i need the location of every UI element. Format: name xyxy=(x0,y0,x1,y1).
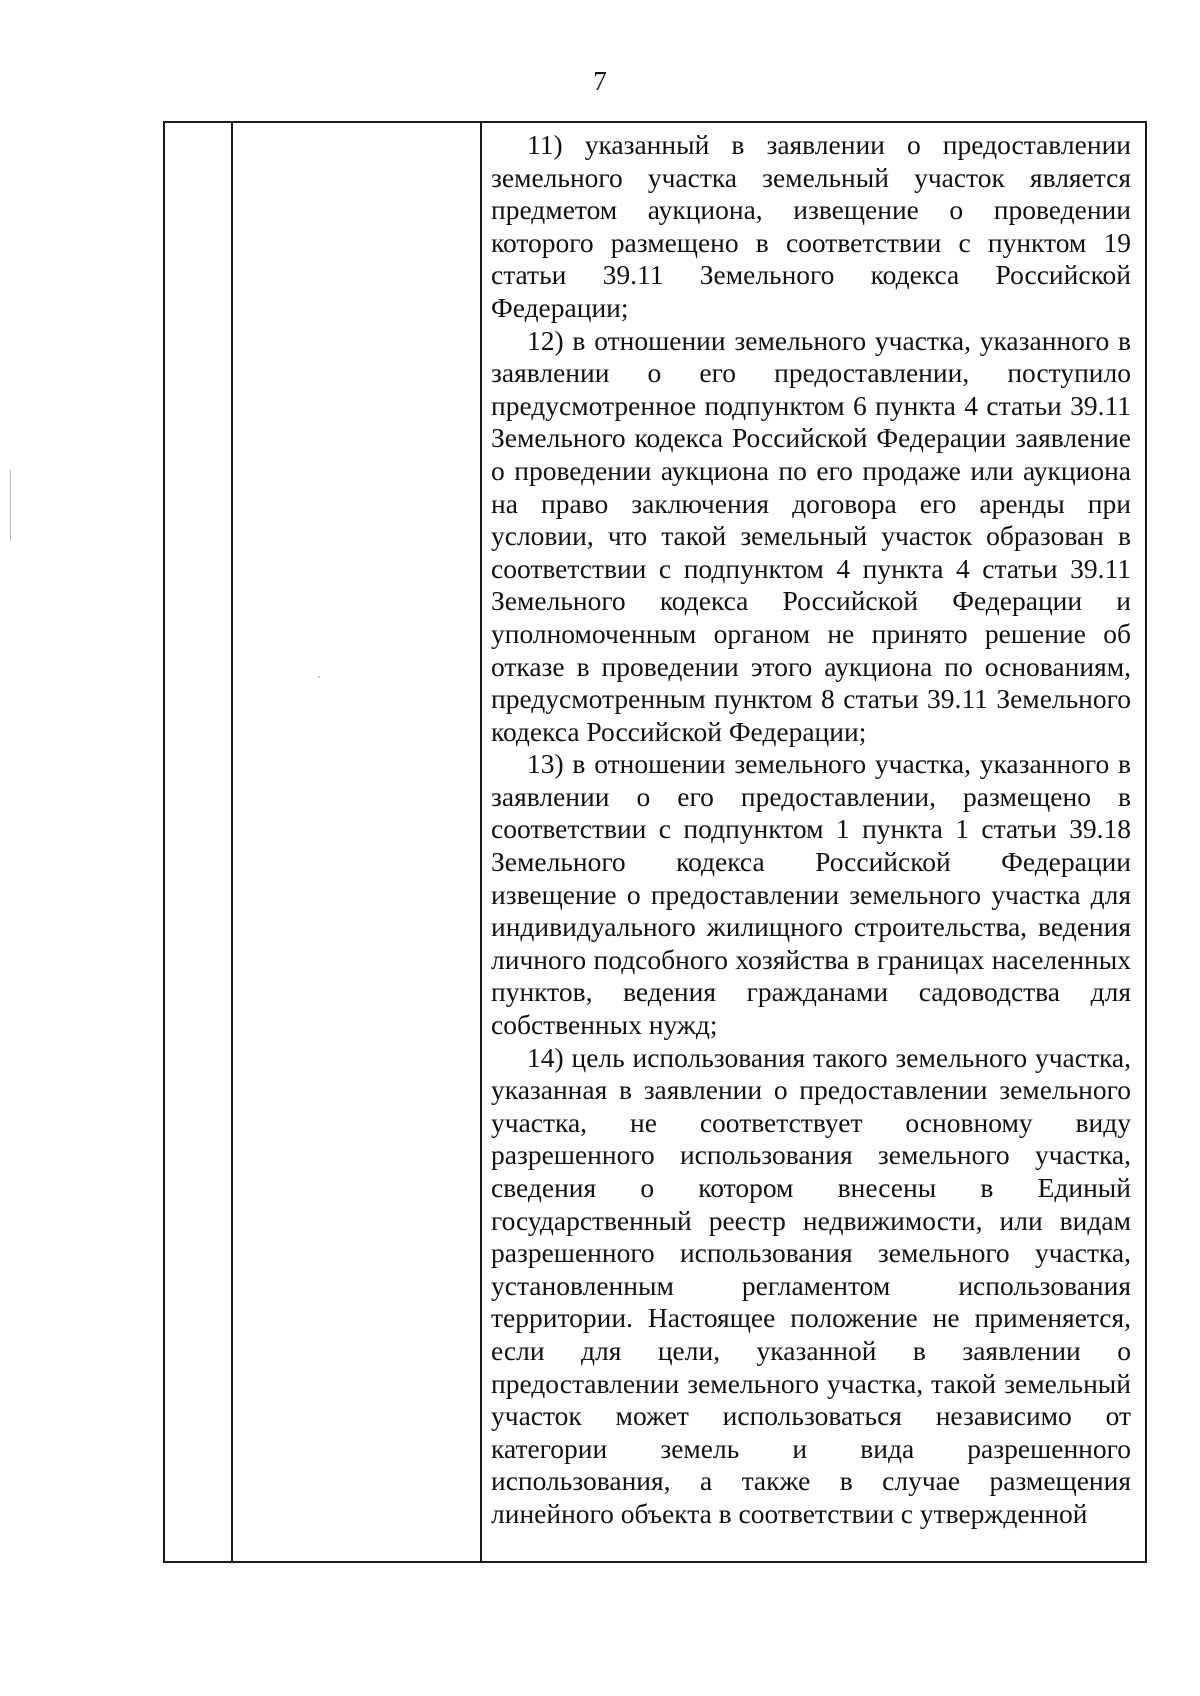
table-column-divider-1 xyxy=(231,123,233,1561)
table-text-cell xyxy=(491,129,1131,1531)
regulation-table xyxy=(163,121,1147,1563)
list-item-11: 11) указанный в заявлении о предоставлении земельного участка земельный участок является предметом аукциона, извещение о проведении которого размещено в соответствии с пунктом 19 статьи 39.11 Земельного кодекса Российской Федерации; xyxy=(491,129,1131,323)
scan-speck xyxy=(318,676,320,678)
list-item-13: 13) в отношении земельного участка, указанного в заявлении о его предоставлении, размещено в соответствии с подпунктом 1 пункта 1 статьи 39.18 Земельного кодекса Российской Федерации извещение о предоставлении земельного участка для индивидуального жилищного строительства, ведения личного подсобного хозяйства в границах населенных пунктов, ведения гражданами садоводства для собственных нужд; xyxy=(491,748,1131,1041)
page-number: 7 xyxy=(593,66,607,96)
list-item-14: 14) цель использования такого земельного участка, указанная в заявлении о предоставлении земельного участка, не соответствует основному виду разрешенного использования земельного участка, сведения о котором внесены в Единый государственный реестр недвижимости, или видам разрешенного использования земельного участка, установленным регламентом использования территории. Настоящее положение не применяется, если для цели, указанной в заявлении о предоставлении земельного участка, такой земельный участок может использоваться независимо от категории земель и вида разрешенного использования, а также в случае размещения линейного объекта в соответствии с утвержденной xyxy=(491,1041,1131,1529)
scan-edge-mark xyxy=(10,470,11,540)
table-column-divider-2 xyxy=(480,123,482,1561)
list-item-12: 12) в отношении земельного участка, указанного в заявлении о его предоставлении, поступило предусмотренное подпунктом 6 пункта 4 статьи 39.11 Земельного кодекса Российской Федерации заявление о проведении аукциона по его продаже или аукциона на право заключения договора его аренды при условии, что такой земельный участок образован в соответствии с подпунктом 4 пункта 4 статьи 39.11 Земельного кодекса Российской Федерации и уполномоченным органом не принято решение об отказе в проведении этого аукциона по основаниям, предусмотренным пунктом 8 статьи 39.11 Земельного кодекса Российской Федерации; xyxy=(491,324,1131,747)
